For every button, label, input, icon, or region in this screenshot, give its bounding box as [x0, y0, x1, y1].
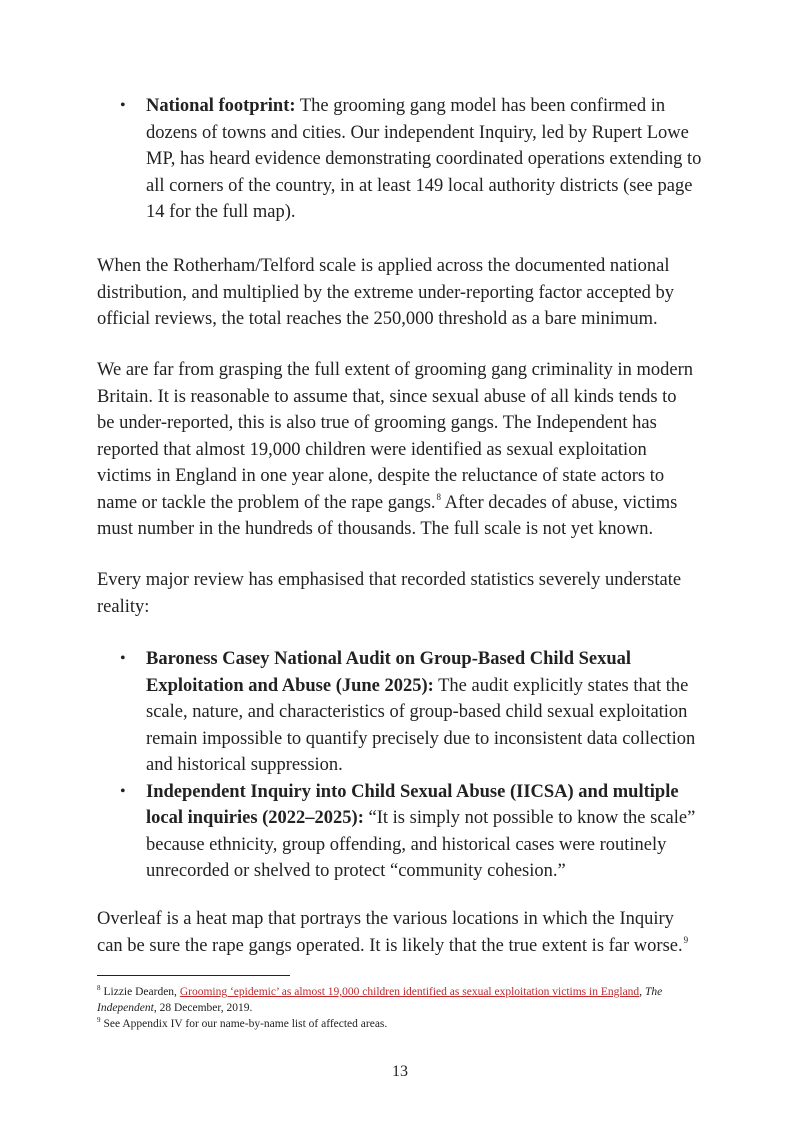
footnote-8 [97, 984, 697, 1016]
bullet-text: “It is simply not possible to know the scale” because ethnicity, group offending, and historical cases were routinely unrecorded or shelved to protect “community cohesion.” [146, 808, 696, 881]
paragraph-scale: When the Rotherham/Telford scale is applied across the documented national distribution, and multiplied by the extreme under-reporting factor accepted by official reviews, the total reaches the 250,000 threshold as a bare minimum. [97, 256, 675, 329]
paragraph-text: We are far from grasping the full extent of grooming gang criminality in modern Britain. It is reasonable to assume that, since sexual abuse of all kinds tends to be under-reported, this is also true of grooming gangs. The Independent has reported that almost 19,000 children were identified as sexual exploitation victims in England in one year alone, despite the reluctance of state actors to name or tackle the problem of the rape gangs. [97, 360, 693, 513]
footnote-ref-8[interactable]: 8 [436, 492, 442, 503]
footnote-separator: , [639, 986, 645, 998]
bullet-heading: Baroness Casey National Audit on Group-Based Child Sexual Exploitation and Abuse (June 2025): [146, 649, 632, 696]
footnote-date: , 28 December, 2019. [153, 1002, 253, 1014]
paragraph-extent [97, 357, 697, 543]
paragraph-text: Overleaf is a heat map that portrays the various locations in which the Inquiry can be sure the rape gangs operated. It is likely that the true extent is far worse. [97, 909, 683, 956]
bullet-dot-icon: • [120, 782, 126, 800]
bullet-dot-icon: • [120, 97, 126, 114]
footnote-9 [97, 1016, 697, 1032]
list-item [97, 779, 707, 885]
bullet-list-reviews [97, 646, 707, 885]
page-number: 13 [392, 1063, 408, 1080]
bullet-text: The grooming gang model has been confirmed in dozens of towns and cities. Our independent Inquiry, led by Rupert Lowe MP, has heard evidence demonstrating coordinated operations extending to all corners of the country, in at least 149 local authority districts (see page 14 for the full map). [146, 96, 702, 222]
list-item [97, 93, 707, 226]
footnote-text: See Appendix IV for our name-by-name list of affected areas. [103, 1018, 388, 1030]
footnote-link[interactable]: Grooming ‘epidemic’ as almost 19,000 children identified as sexual exploitation victims in England [179, 986, 640, 998]
bullet-dot-icon: • [120, 650, 126, 667]
footnote-author: Lizzie Dearden, [103, 986, 180, 998]
list-item [97, 646, 707, 779]
footnote-divider [97, 975, 290, 976]
paragraph-heatmap [97, 906, 697, 959]
bullet-list-top [97, 93, 707, 226]
bullet-heading: Independent Inquiry into Child Sexual Abuse (IICSA) and multiple local inquiries (2022–2025): [146, 781, 679, 828]
footnote-publication: The Independent [97, 986, 663, 1014]
bullet-text: The audit explicitly states that the scale, nature, and characteristics of group-based child sexual exploitation remain impossible to quantify precisely due to inconsistent data collection and historical suppression. [146, 675, 696, 775]
paragraph-reviews: Every major review has emphasised that recorded statistics severely understate reality: [97, 570, 682, 617]
bullet-heading: National footprint: [146, 96, 296, 116]
footnote-ref-9[interactable]: 9 [683, 935, 689, 946]
footnote-number: 8 [97, 984, 101, 993]
paragraph-text: After decades of abuse, victims must number in the hundreds of thousands. The full scale is not yet known. [97, 492, 678, 539]
footnote-number: 9 [97, 1016, 101, 1025]
